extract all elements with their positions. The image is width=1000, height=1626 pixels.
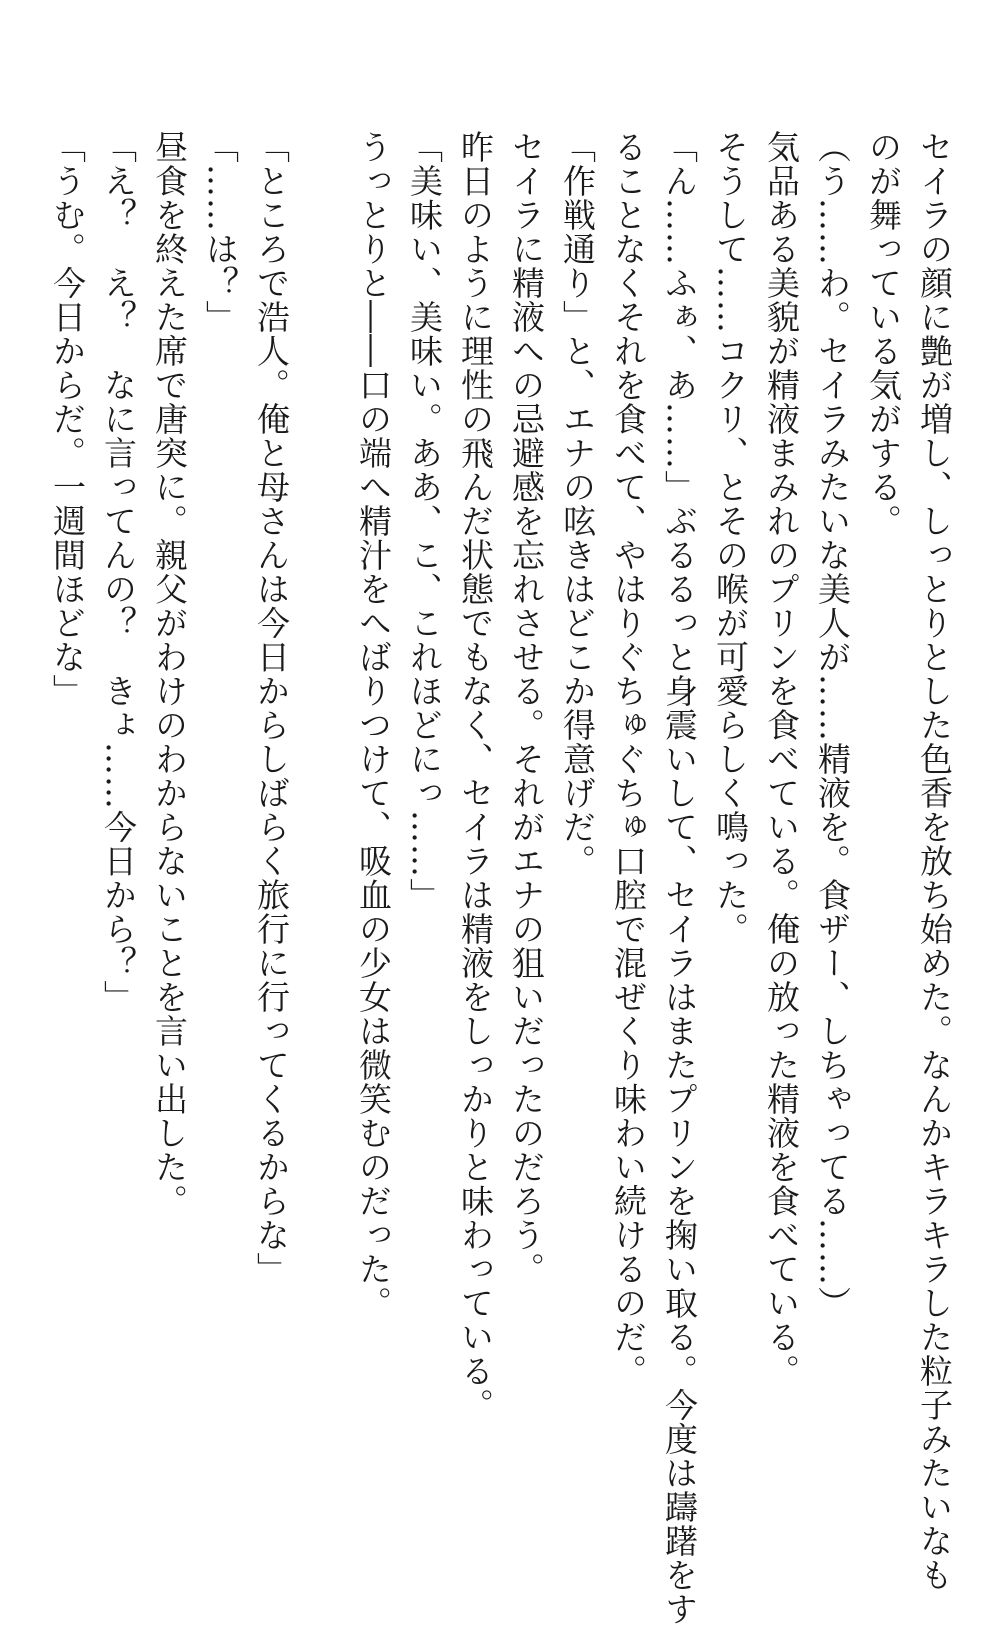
blank-line [297, 130, 348, 1430]
text-line: 「……は？」 [201, 130, 240, 334]
text-line: 「美味い、美味い。ああ、こ、これほどにっ……」 [405, 130, 444, 912]
text-line: セイラの顔に艶が増し、しっとりとした色香を放ち始めた。なんかキラキラした粒子みたいなも [915, 130, 954, 1592]
text-line: ることなくそれを食べて、やはりぐちゅぐちゅ口腔で混ぜくり味わい続けるのだ。 [609, 130, 648, 1388]
text-line: 昼食を終えた席で唐突に。親父がわけのわからないことを言い出した。 [150, 130, 189, 1218]
text-line: 「ところで浩人。俺と母さんは今日からしばらく旅行に行ってくるからな」 [252, 130, 291, 1286]
text-line: 昨日のように理性の飛んだ状態でもなく、セイラは精液をしっかりと味わっている。 [456, 130, 495, 1422]
text-line: うっとりと――口の端へ精汁をへばりつけて、吸血の少女は微笑むのだった。 [354, 130, 393, 1320]
text-line: （う……わ。セイラみたいな美人が……精液を。食ザー、しちゃってる……） [813, 130, 852, 1320]
body-text [42, 130, 960, 1626]
text-line: のが舞っている気がする。 [864, 130, 903, 538]
text-line: 気品ある美貌が精液まみれのプリンを食べている。俺の放った精液を食べている。 [762, 130, 801, 1388]
text-line: 「え？ え？ なに言ってんの？ きょ……今日から？」 [99, 130, 138, 1014]
text-line: セイラに精液への忌避感を忘れさせる。それがエナの狙いだったのだろう。 [507, 130, 546, 1286]
text-line: そうして……コクリ、とその喉が可愛らしく鳴った。 [711, 130, 750, 946]
text-line: 「作戦通り」と、エナの呟きはどこか得意げだ。 [558, 130, 597, 878]
text-line: 「ん……ふぁ、あ……」ぶるるっと身震いして、セイラはまたプリンを掬い取る。今度は躊躇をす [660, 130, 699, 1626]
text-line: 「うむ。今日からだ。一週間ほどな」 [48, 130, 87, 708]
